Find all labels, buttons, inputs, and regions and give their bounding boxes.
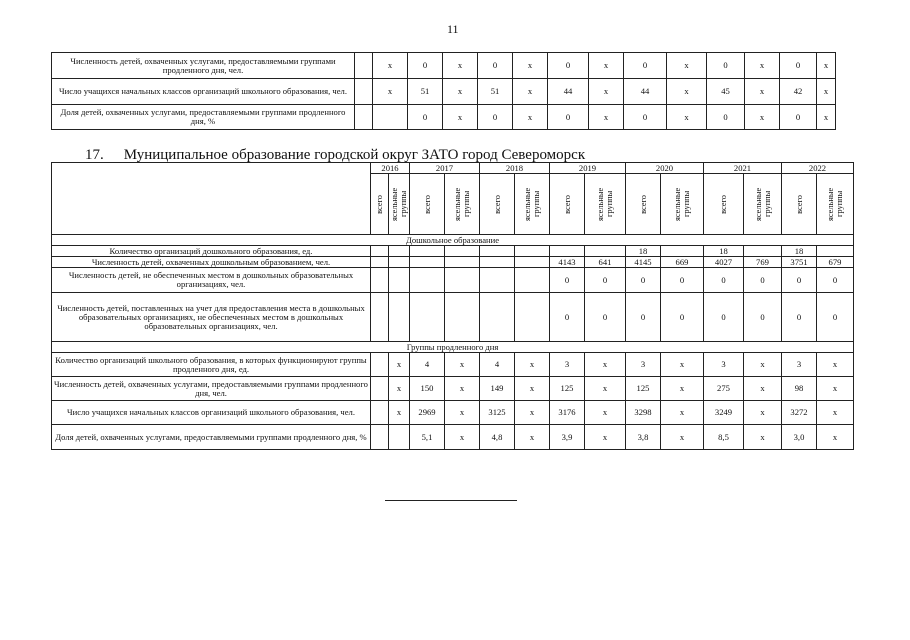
subheader-cell — [704, 174, 744, 235]
table-cell: x — [445, 401, 480, 425]
table-cell — [371, 425, 389, 450]
table-cell: x — [443, 53, 478, 79]
table-cell: 0 — [817, 293, 854, 342]
table-row — [52, 79, 836, 105]
table-cell — [445, 268, 480, 293]
table-cell — [550, 246, 585, 257]
row-label: Численность детей, охваченных услугами, предоставляемыми группами продленного дня, чел. — [52, 377, 371, 401]
section-preschool — [52, 235, 854, 246]
table-cell: x — [744, 353, 782, 377]
table-cell: 0 — [704, 293, 744, 342]
table-cell: 0 — [780, 105, 817, 130]
subheader-nursery: ясельные группы — [453, 187, 471, 221]
table-cell: 0 — [548, 53, 589, 79]
row-label: Число учащихся начальных классов организаций школьного образования, чел. — [52, 79, 355, 105]
subheader-total: всего — [719, 194, 728, 214]
table-cell: 0 — [782, 293, 817, 342]
table-cell — [480, 257, 515, 268]
table-cell: x — [661, 377, 704, 401]
table-cell: x — [585, 401, 626, 425]
table-row — [52, 401, 854, 425]
table-cell: x — [745, 105, 780, 130]
table-cell: 45 — [707, 79, 745, 105]
table-row — [52, 425, 854, 450]
row-label: Численность детей, охваченных дошкольным образованием, чел. — [52, 257, 371, 268]
table-cell: 0 — [744, 293, 782, 342]
table-cell: 0 — [550, 293, 585, 342]
row-label: Количество организаций дошкольного образования, ед. — [52, 246, 371, 257]
table-cell — [371, 268, 389, 293]
table-cell — [480, 268, 515, 293]
table-cell — [445, 293, 480, 342]
subheader-total: всего — [794, 194, 804, 214]
year-header: 2016 — [371, 163, 410, 174]
table-cell: x — [513, 79, 548, 105]
table-cell: x — [744, 425, 782, 450]
table-cell: 0 — [817, 268, 854, 293]
table-cell — [389, 257, 410, 268]
subheader-cell — [550, 174, 585, 235]
table-cell — [355, 53, 373, 79]
table-cell: 0 — [626, 268, 661, 293]
table-cell: x — [661, 353, 704, 377]
table-cell: x — [744, 377, 782, 401]
table-cell: 3 — [704, 353, 744, 377]
subheader-cell — [817, 174, 854, 235]
table-cell: 0 — [408, 105, 443, 130]
table-cell — [355, 79, 373, 105]
table-cell — [371, 377, 389, 401]
subheader-total: всего — [422, 194, 432, 214]
header-row-years — [52, 163, 854, 174]
table-cell: 5,1 — [410, 425, 445, 450]
row-label: Численность детей, поставленных на учет для предоставления места в дошкольных образовательных организациях, не обеспеченных местом в дошкольных образовательных организациях, чел. — [52, 293, 371, 342]
table-cell: x — [667, 53, 707, 79]
table-cell: x — [817, 53, 836, 79]
table-cell: 0 — [548, 105, 589, 130]
table-cell — [371, 353, 389, 377]
table-cell: 3 — [782, 353, 817, 377]
section-afterschool-label: Группы продленного дня — [52, 342, 854, 353]
footer-rule — [385, 500, 517, 501]
table-cell — [410, 246, 445, 257]
subheader-cell — [480, 174, 515, 235]
table-cell: 4 — [480, 353, 515, 377]
table-cell: 0 — [780, 53, 817, 79]
table-cell: 4 — [410, 353, 445, 377]
subheader-cell — [661, 174, 704, 235]
table-cell: 3,8 — [626, 425, 661, 450]
table-cell: x — [667, 105, 707, 130]
table-cell — [410, 268, 445, 293]
table-cell: 18 — [704, 246, 744, 257]
table-cell: 0 — [624, 105, 667, 130]
table-cell — [371, 246, 389, 257]
table-cell: 3272 — [782, 401, 817, 425]
table-row — [52, 257, 854, 268]
table-cell — [373, 105, 408, 130]
table-cell — [371, 293, 389, 342]
subheader-cell — [782, 174, 817, 235]
table-cell: x — [744, 401, 782, 425]
table-cell: x — [515, 377, 550, 401]
table-cell: 3298 — [626, 401, 661, 425]
table-cell: 0 — [585, 268, 626, 293]
table-cell: x — [589, 105, 624, 130]
year-header: 2022 — [782, 163, 854, 174]
table-cell: x — [817, 105, 836, 130]
table-cell: 679 — [817, 257, 854, 268]
year-header: 2021 — [704, 163, 782, 174]
table-row — [52, 268, 854, 293]
table-cell: 0 — [707, 105, 745, 130]
table-cell: 0 — [585, 293, 626, 342]
row-label: Доля детей, охваченных услугами, предоставляемыми группами продленного дня, % — [52, 105, 355, 130]
table-cell: x — [667, 79, 707, 105]
row-label: Численность детей, охваченных услугами, предоставляемыми группами продленного дня, чел. — [52, 53, 355, 79]
table-cell: x — [389, 401, 410, 425]
table-cell: 769 — [744, 257, 782, 268]
table-cell — [515, 257, 550, 268]
top-table — [51, 52, 836, 130]
main-table — [51, 162, 854, 450]
table-cell: 44 — [548, 79, 589, 105]
header-corner — [52, 163, 371, 235]
subheader-cell — [626, 174, 661, 235]
table-cell: 2969 — [410, 401, 445, 425]
table-cell: x — [515, 353, 550, 377]
table-cell — [817, 246, 854, 257]
table-cell — [480, 293, 515, 342]
table-cell: x — [443, 79, 478, 105]
table-cell: x — [515, 425, 550, 450]
table-cell: x — [445, 425, 480, 450]
table-cell — [661, 246, 704, 257]
subheader-cell — [744, 174, 782, 235]
table-cell: 0 — [626, 293, 661, 342]
year-header: 2018 — [480, 163, 550, 174]
table-cell — [410, 293, 445, 342]
table-cell: 0 — [478, 105, 513, 130]
table-cell: 0 — [782, 268, 817, 293]
table-cell: 3 — [626, 353, 661, 377]
table-cell: 275 — [704, 377, 744, 401]
subheader-total: всего — [492, 194, 502, 214]
table-cell: 3,9 — [550, 425, 585, 450]
table-cell: x — [817, 353, 854, 377]
subheader-nursery: ясельные группы — [826, 187, 844, 221]
table-cell: 4027 — [704, 257, 744, 268]
table-cell — [371, 401, 389, 425]
section-heading: Муниципальное образование городской округ ЗАТО город Североморск — [123, 147, 586, 163]
subheader-cell — [585, 174, 626, 235]
table-cell: 3249 — [704, 401, 744, 425]
table-row — [52, 293, 854, 342]
table-cell — [445, 257, 480, 268]
table-cell: 0 — [478, 53, 513, 79]
table-cell: x — [745, 53, 780, 79]
row-label: Доля детей, охваченных услугами, предоставляемыми группами продленного дня, % — [52, 425, 371, 450]
table-cell: x — [585, 377, 626, 401]
table-cell — [371, 257, 389, 268]
table-cell: 44 — [624, 79, 667, 105]
table-cell: 98 — [782, 377, 817, 401]
table-cell: 125 — [550, 377, 585, 401]
table-cell: 4,8 — [480, 425, 515, 450]
year-header: 2019 — [550, 163, 626, 174]
table-cell: 3125 — [480, 401, 515, 425]
page-number: 11 — [447, 22, 459, 36]
table-cell: 125 — [626, 377, 661, 401]
table-cell: 0 — [661, 268, 704, 293]
table-cell: 3176 — [550, 401, 585, 425]
table-cell — [389, 425, 410, 450]
table-cell: x — [515, 401, 550, 425]
table-cell: 0 — [661, 293, 704, 342]
table-cell: x — [443, 105, 478, 130]
table-cell: 0 — [707, 53, 745, 79]
table-cell: 4143 — [550, 257, 585, 268]
table-cell — [389, 246, 410, 257]
table-row — [52, 105, 836, 130]
subheader-cell — [410, 174, 445, 235]
table-cell: 3751 — [782, 257, 817, 268]
table-cell — [515, 293, 550, 342]
table-cell — [585, 246, 626, 257]
table-cell: x — [585, 425, 626, 450]
table-cell: 51 — [478, 79, 513, 105]
row-label: Количество организаций школьного образования, в которых функционируют группы продленного дня, ед. — [52, 353, 371, 377]
table-cell: x — [445, 353, 480, 377]
year-header: 2020 — [626, 163, 704, 174]
table-cell — [445, 246, 480, 257]
section-preschool-label: Дошкольное образование — [52, 235, 854, 246]
table-cell: x — [373, 53, 408, 79]
table-row — [52, 246, 854, 257]
table-cell: 42 — [780, 79, 817, 105]
table-cell: 150 — [410, 377, 445, 401]
table-row — [52, 53, 836, 79]
subheader-nursery: ясельные группы — [390, 187, 408, 221]
table-cell — [480, 246, 515, 257]
subheader-total: всего — [375, 194, 384, 214]
table-cell: x — [373, 79, 408, 105]
table-cell — [515, 246, 550, 257]
table-cell: 0 — [624, 53, 667, 79]
table-cell: x — [817, 377, 854, 401]
table-cell — [410, 257, 445, 268]
table-cell: x — [585, 353, 626, 377]
table-cell — [389, 293, 410, 342]
table-cell: x — [445, 377, 480, 401]
subheader-cell — [445, 174, 480, 235]
table-cell: x — [817, 401, 854, 425]
table-cell: x — [817, 79, 836, 105]
row-label: Численность детей, не обеспеченных местом в дошкольных образовательных организациях, чел. — [52, 268, 371, 293]
section-afterschool — [52, 342, 854, 353]
table-cell: 18 — [782, 246, 817, 257]
subheader-nursery: ясельные группы — [523, 187, 541, 221]
table-cell: x — [513, 53, 548, 79]
table-cell: x — [817, 425, 854, 450]
table-cell: x — [389, 377, 410, 401]
table-cell: x — [745, 79, 780, 105]
row-label: Число учащихся начальных классов организаций школьного образования, чел. — [52, 401, 371, 425]
table-cell: 3 — [550, 353, 585, 377]
subheader-nursery: ясельные группы — [753, 187, 772, 221]
table-cell: x — [661, 401, 704, 425]
table-cell: x — [589, 53, 624, 79]
table-cell: x — [389, 353, 410, 377]
subheader-nursery: ясельные группы — [596, 187, 614, 221]
table-cell — [355, 105, 373, 130]
table-cell: 3,0 — [782, 425, 817, 450]
table-cell: 4145 — [626, 257, 661, 268]
subheader-cell — [389, 174, 410, 235]
table-cell: 8,5 — [704, 425, 744, 450]
table-cell — [389, 268, 410, 293]
table-cell: x — [513, 105, 548, 130]
subheader-total: всего — [562, 194, 572, 214]
table-cell: 0 — [408, 53, 443, 79]
table-cell: 18 — [626, 246, 661, 257]
section-number: 17. — [85, 147, 104, 163]
table-cell: 669 — [661, 257, 704, 268]
table-row — [52, 377, 854, 401]
table-cell: 0 — [704, 268, 744, 293]
subheader-total: всего — [638, 194, 648, 214]
subheader-cell — [515, 174, 550, 235]
subheader-cell — [371, 174, 389, 235]
table-cell: 51 — [408, 79, 443, 105]
subheader-nursery: ясельные группы — [673, 187, 691, 221]
table-cell: 149 — [480, 377, 515, 401]
table-cell: 0 — [744, 268, 782, 293]
table-cell — [744, 246, 782, 257]
table-cell: x — [589, 79, 624, 105]
table-cell — [515, 268, 550, 293]
table-cell: 641 — [585, 257, 626, 268]
year-header: 2017 — [410, 163, 480, 174]
table-cell: x — [661, 425, 704, 450]
table-row — [52, 353, 854, 377]
table-cell: 0 — [550, 268, 585, 293]
